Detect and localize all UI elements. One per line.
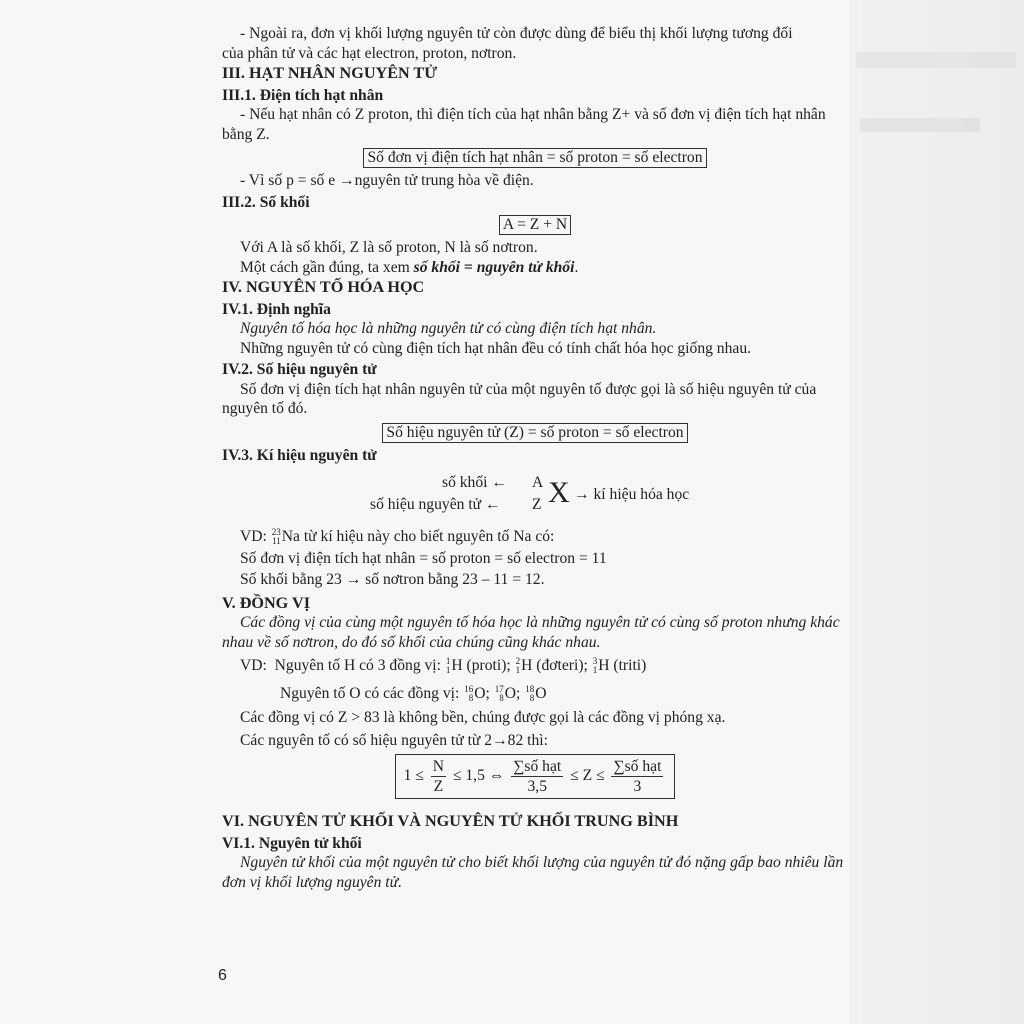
oxygen-isotopes: Nguyên tố O có các đồng vị: 16 8O; 17 8O; 18 8O — [280, 683, 547, 703]
section-6-title: VI. NGUYÊN TỬ KHỐI VÀ NGUYÊN TỬ KHỐI TRUNG BÌNH — [222, 812, 679, 830]
mass-number-explanation: Với A là số khối, Z là số proton, N là số nơtron. — [240, 239, 538, 256]
section-3-1-title: III.1. Điện tích hạt nhân — [222, 86, 384, 104]
section-5-title: V. ĐỒNG VỊ — [222, 593, 311, 612]
sodium-example-line-2: Số khối bằng 23 → số nơtron bằng 23 – 11 = 12. — [240, 571, 545, 588]
radioactive-isotopes-note: Các đồng vị có Z > 83 là không bền, chúng được gọi là các đồng vị phóng xạ. — [240, 709, 726, 726]
section-4-2-title: IV.2. Số hiệu nguyên tử — [222, 361, 377, 378]
symbol-A: A — [532, 474, 544, 491]
section-3-title: III. HẠT NHÂN NGUYÊN TỬ — [222, 64, 438, 82]
intro-line-1: - Ngoài ra, đơn vị khối lượng nguyên tử còn được dùng để biểu thị khối lượng tương đối — [240, 25, 793, 42]
neutral-atom-note: - Vì số p = số e →nguyên tử trung hòa về điện. — [240, 172, 534, 189]
charge-formula-box: Số đơn vị điện tích hạt nhân = số proton = số electron — [363, 148, 706, 168]
intro-line-2: của phân tử và các hạt electron, proton, nơtron. — [222, 44, 517, 62]
element-property-note: Những nguyên tử có cùng điện tích hạt nhân đều có tính chất hóa học giống nhau. — [240, 339, 752, 357]
page-number: 6 — [218, 967, 227, 984]
isotope-definition: Các đồng vị của cùng một nguyên tố hóa học là những nguyên tử có cùng số proton nhưng khác nhau về số nơtron, do đó số khối của chúng cũng khác nhau. — [222, 614, 840, 651]
section-3-2-title: III.2. Số khối — [222, 193, 310, 211]
atomic-number-formula-box: Số hiệu nguyên tử (Z) = số proton = số electron — [382, 423, 687, 443]
adjacent-page-bleed — [850, 0, 1024, 1024]
atomic-number-paragraph: Số đơn vị điện tích hạt nhân nguyên tử của một nguyên tố được gọi là số hiệu nguyên tử của nguyên tố đó. — [222, 380, 817, 417]
atomic-mass-definition: Nguyên tử khối của một nguyên tử cho biết khối lượng của nguyên tử đó nặng gấp bao nhiêu lần đơn vị khối lượng nguyên tử. — [222, 854, 844, 891]
atomic-number-label: số hiệu nguyên tử ← — [370, 496, 501, 513]
symbol-Z: Z — [532, 496, 542, 513]
mass-number-formula-box: A = Z + N — [499, 215, 571, 235]
mass-number-approximation: Một cách gần đúng, ta xem số khối = nguyên tử khối. — [240, 258, 579, 276]
section-4-3-title: IV.3. Kí hiệu nguyên tử — [222, 446, 377, 464]
sodium-example-line-1: Số đơn vị điện tích hạt nhân = số proton = số electron = 11 — [240, 549, 607, 567]
stability-inequality-box: 1 ≤ $\frac{N}{Z}$ ≤ 1,5 ⇔ $\frac{\text{∑số hạt}}{3,5}$ ≤ Z ≤ $\frac{\text{∑số hạt}}{3}$ — [395, 754, 676, 799]
section-4-title: IV. NGUYÊN TỐ HÓA HỌC — [222, 278, 425, 296]
chemical-symbol-label: → kí hiệu hóa học — [574, 486, 690, 503]
hydrogen-isotopes: VD: Nguyên tố H có 3 đồng vị: 1 1H (proti); 2 1H (đơteri); 3 1H (triti) — [240, 656, 647, 676]
section-4-1-title: IV.1. Định nghĩa — [222, 300, 331, 318]
page-content — [222, 24, 848, 892]
symbol-X: X — [548, 476, 570, 509]
section-6-1-title: VI.1. Nguyên tử khối — [222, 834, 362, 852]
stability-condition-intro: Các nguyên tố có số hiệu nguyên tử từ 2→82 thì: — [240, 731, 548, 749]
mass-number-label: số khối ← — [442, 474, 507, 491]
element-definition: Nguyên tố hóa học là những nguyên tử có cùng điện tích hạt nhân. — [240, 320, 657, 337]
sodium-example: VD: 23 11Na từ kí hiệu này cho biết nguyên tố Na có: — [240, 527, 555, 547]
atomic-symbol-diagram — [222, 471, 848, 521]
section-3-1-paragraph: - Nếu hạt nhân có Z proton, thì điện tích của hạt nhân bằng Z+ và số đơn vị điện tích hạt nhân bằng Z. — [222, 106, 826, 143]
